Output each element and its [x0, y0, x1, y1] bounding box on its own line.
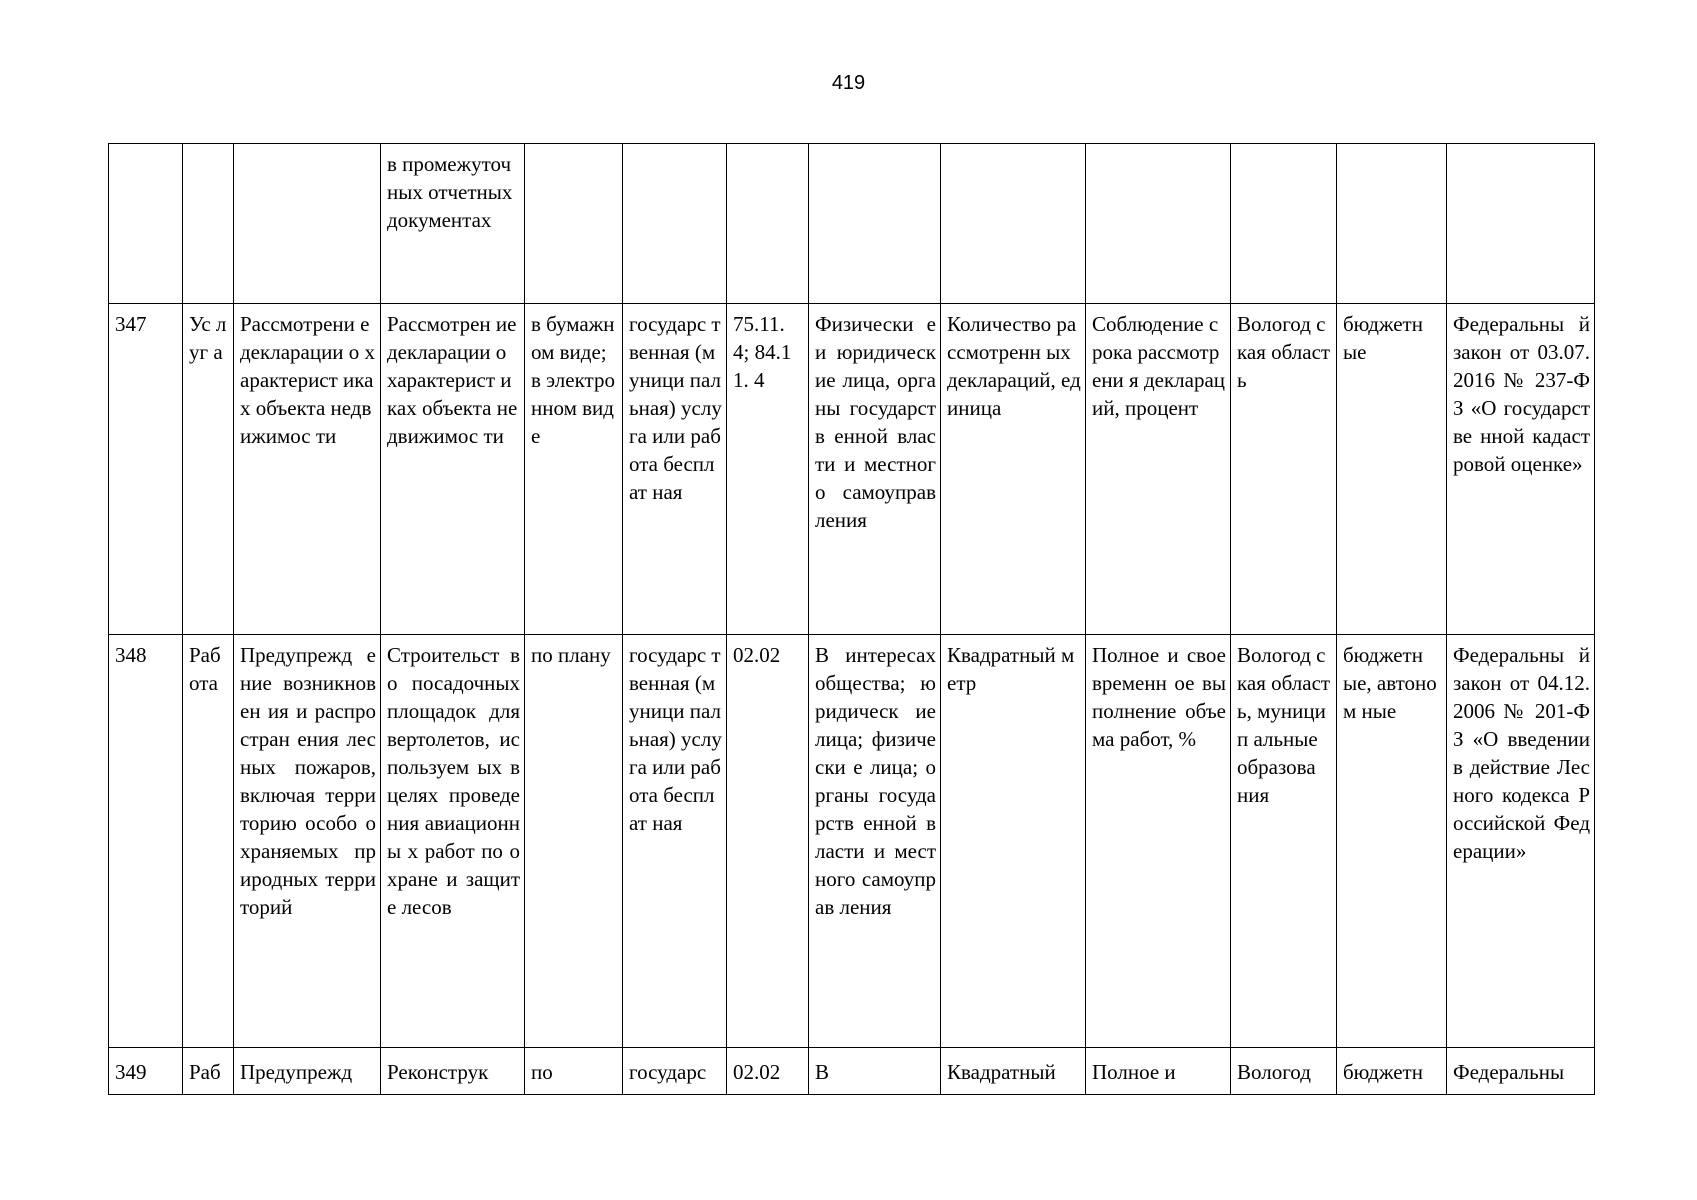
table-row — [109, 1048, 1595, 1095]
cell-law: Федеральны й закон от 03.07.2016 № 237-ФЗ «О государстве нной кадастровой оценке» — [1447, 304, 1595, 635]
cell-consumers: В — [809, 1048, 941, 1095]
table-row — [109, 635, 1595, 1048]
cell-paid: государс — [623, 1048, 727, 1095]
table-row — [109, 144, 1595, 304]
cell-institution: бюджетн ые, автоном ные — [1337, 635, 1447, 1048]
cell-volume: Квадратный — [941, 1048, 1086, 1095]
cell-content: Реконструк — [381, 1048, 525, 1095]
cell-form: по плану — [525, 635, 623, 1048]
cell-form: по — [525, 1048, 623, 1095]
cell-okved: 02.02 — [727, 1048, 809, 1095]
cell-number — [109, 144, 183, 304]
cell-paid — [623, 144, 727, 304]
cell-type: Ус луг а — [183, 304, 234, 635]
cell-number: 348 — [109, 635, 183, 1048]
cell-paid: государс твенная (муници пальная) услуга или работа бесплат ная — [623, 635, 727, 1048]
cell-name: Предупрежд — [234, 1048, 381, 1095]
cell-law — [1447, 144, 1595, 304]
cell-consumers: В интересах общества; юридическ ие лица; физически е лица; органы государств енной власти и местного самоуправ ления — [809, 635, 941, 1048]
cell-okved: 75.11. 4; 84.11. 4 — [727, 304, 809, 635]
cell-type: Раб ота — [183, 635, 234, 1048]
cell-volume: Количество рассмотренн ых деклараций, единица — [941, 304, 1086, 635]
cell-institution — [1337, 144, 1447, 304]
cell-quality — [1086, 144, 1231, 304]
cell-law: Федеральны й закон от 04.12.2006 № 201-ФЗ «О введении в действие Лесного кодекса Российской Федерации» — [1447, 635, 1595, 1048]
cell-authority: Вологод — [1231, 1048, 1337, 1095]
cell-content: в промежуточ ных отчетных документах — [381, 144, 525, 304]
cell-quality: Полное и — [1086, 1048, 1231, 1095]
cell-volume — [941, 144, 1086, 304]
cell-form — [525, 144, 623, 304]
cell-law: Федеральны — [1447, 1048, 1595, 1095]
table-row — [109, 304, 1595, 635]
cell-quality: Полное и своевременн ое выполнение объема работ, % — [1086, 635, 1231, 1048]
cell-quality: Соблюдение срока рассмотрени я деклараций, процент — [1086, 304, 1231, 635]
cell-paid: государс твенная (муници пальная) услуга или работа бесплат ная — [623, 304, 727, 635]
cell-institution: бюджетн — [1337, 1048, 1447, 1095]
cell-form: в бумажн ом виде; в электро нном виде — [525, 304, 623, 635]
cell-name: Предупрежд ение возникновен ия и распростран ения лесных пожаров, включая территорию особо охраняемых природных территорий — [234, 635, 381, 1048]
cell-authority: Вологод ская область — [1231, 304, 1337, 635]
cell-institution: бюджетн ые — [1337, 304, 1447, 635]
cell-type — [183, 144, 234, 304]
cell-consumers: Физически е и юридическ ие лица, органы государств енной власти и местного самоуправ ления — [809, 304, 941, 635]
cell-okved — [727, 144, 809, 304]
page-number: 419 — [831, 72, 866, 94]
cell-number: 347 — [109, 304, 183, 635]
cell-name: Рассмотрени е декларации о характерист иках объекта недвижимос ти — [234, 304, 381, 635]
cell-name — [234, 144, 381, 304]
cell-content: Рассмотрен ие декларации о характерист иках объекта недвижимос ти — [381, 304, 525, 635]
registry-table — [108, 143, 1595, 1095]
cell-number: 349 — [109, 1048, 183, 1095]
cell-consumers — [809, 144, 941, 304]
cell-volume: Квадратный метр — [941, 635, 1086, 1048]
cell-authority — [1231, 144, 1337, 304]
cell-okved: 02.02 — [727, 635, 809, 1048]
cell-type: Раб — [183, 1048, 234, 1095]
cell-content: Строительст во посадочных площадок для вертолетов, используем ых в целях проведения авиационны х работ по охране и защите лесов — [381, 635, 525, 1048]
cell-authority: Вологод ская область, муницип альные образова ния — [1231, 635, 1337, 1048]
